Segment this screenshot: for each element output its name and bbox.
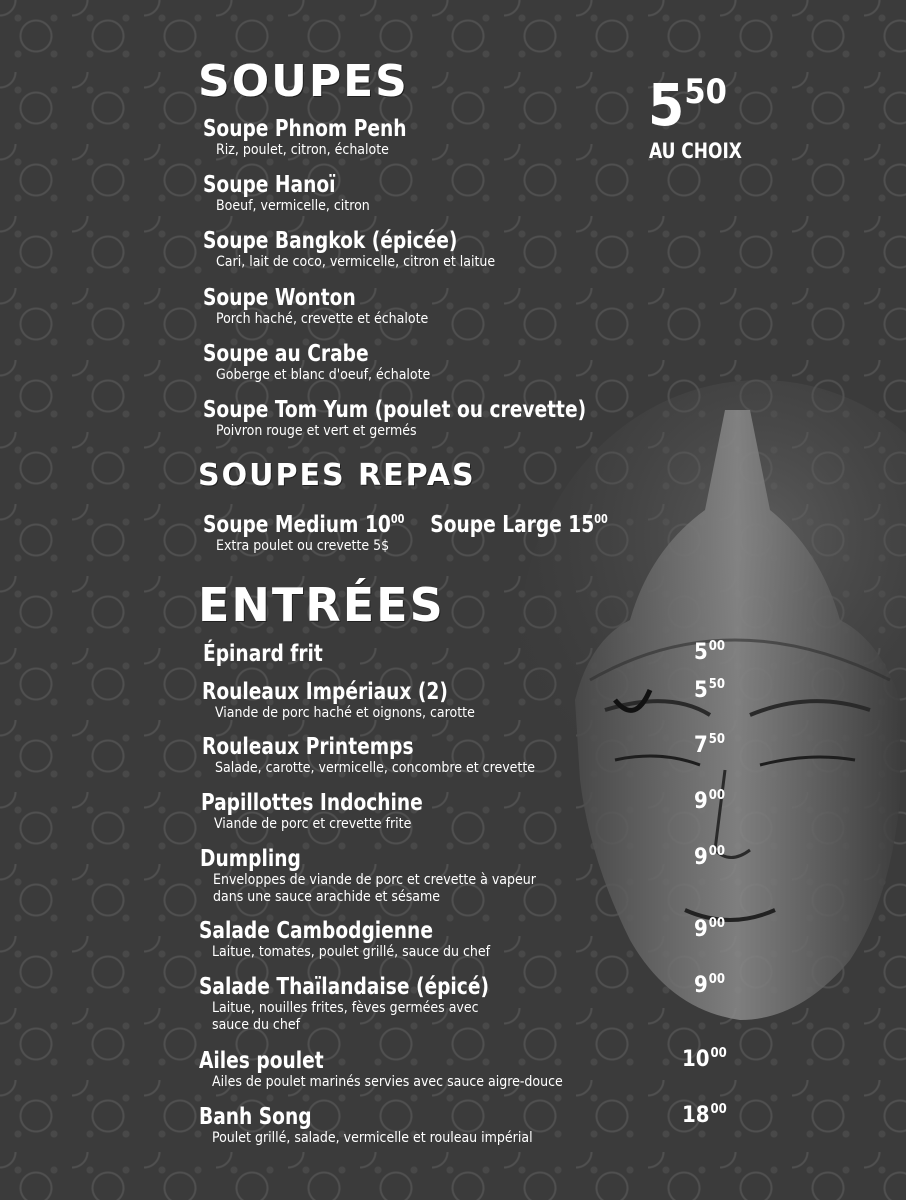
item-price: $18^{00}$: [682, 1102, 727, 1128]
item-name: Papillottes Indochine: [201, 790, 423, 816]
menu-item: [203, 641, 336, 667]
item-name: Rouleaux Printemps: [202, 734, 414, 760]
menu-item: [201, 790, 447, 833]
item-name: Épinard frit: [203, 641, 323, 667]
item-name: Rouleaux Impériaux (2): [202, 679, 448, 705]
item-description: Laitue, tomates, poulet grillé, sauce du chef: [212, 944, 491, 960]
menu-item: [203, 285, 428, 328]
menu-item: [199, 918, 490, 961]
item-price: $5^{00}$: [694, 639, 726, 665]
item-price: $9^{00}$: [694, 844, 726, 870]
item-description: Laitue, nouilles frites, fèves germées avec: [212, 1000, 479, 1016]
soupe-sizes: [203, 506, 608, 538]
item-description: Ailes de poulet marinés servies avec sauce aigre-douce: [212, 1074, 563, 1090]
menu-item: [200, 846, 536, 906]
item-description: Salade, carotte, vermicelle, concombre et crevette: [215, 760, 536, 776]
soupes-repas-item: [203, 506, 653, 555]
item-name: Dumpling: [200, 846, 301, 872]
item-name: Soupe Tom Yum (poulet ou crevette): [203, 397, 587, 423]
menu-item: [199, 974, 521, 1034]
item-description: Riz, poulet, citron, échalote: [216, 142, 389, 158]
item-price: $9^{00}$: [694, 972, 726, 998]
item-price: $7^{50}$: [694, 732, 726, 758]
item-description: Viande de porc et crevette frite: [214, 816, 412, 832]
item-description: Poulet grillé, salade, vermicelle et rouleau impérial: [212, 1130, 533, 1146]
item-description: Extra poulet ou crevette 5$: [216, 538, 390, 554]
menu-item: [203, 116, 429, 159]
menu-item: [203, 172, 370, 215]
item-price: $9^{00}$: [694, 788, 726, 814]
item-price: $10^{00}$: [682, 1046, 727, 1072]
item-description: Viande de porc haché et oignons, carotte: [215, 705, 475, 721]
menu-item: [199, 1104, 533, 1147]
item-price: $5^{50}$: [694, 677, 726, 703]
soupe-large: Soupe Large $15^{00}$: [430, 512, 608, 538]
menu-item: [199, 1048, 563, 1091]
menu-item: [203, 341, 430, 384]
soupes-price-note: AU CHOIX: [649, 139, 742, 163]
item-name: Soupe Phnom Penh: [203, 116, 407, 142]
item-name: Soupe Wonton: [203, 285, 356, 311]
item-description: Goberge et blanc d'oeuf, échalote: [216, 367, 431, 383]
menu-item: [202, 679, 475, 722]
item-description: Poivron rouge et vert et germés: [216, 423, 417, 439]
item-name: Salade Cambodgienne: [199, 918, 433, 944]
item-description: Porch haché, crevette et échalote: [216, 311, 429, 327]
soupes-repas-title: SOUPES REPAS: [198, 458, 476, 493]
entrees-title: ENTRÉES: [198, 578, 445, 632]
item-name: Soupe Hanoï: [203, 172, 336, 198]
item-description: Enveloppes de viande de porc et crevette à vapeur: [213, 872, 536, 888]
item-description: Cari, lait de coco, vermicelle, citron et laitue: [216, 254, 496, 270]
item-name: Banh Song: [199, 1104, 312, 1130]
item-name: Salade Thaïlandaise (épicé): [199, 974, 489, 1000]
soupe-medium: Soupe Medium $10^{00}$: [203, 512, 405, 538]
soupes-price: $5^{50}$: [648, 71, 727, 139]
menu-item: [203, 397, 629, 440]
item-name: Ailes poulet: [199, 1048, 324, 1074]
item-name: Soupe Bangkok (épicée): [203, 228, 458, 254]
item-price: $9^{00}$: [694, 916, 726, 942]
soupes-title: SOUPES: [198, 56, 409, 107]
item-description-line2: dans une sauce arachide et sésame: [213, 889, 440, 905]
item-name: Soupe au Crabe: [203, 341, 369, 367]
item-description-line2: sauce du chef: [212, 1017, 301, 1033]
item-description: Boeuf, vermicelle, citron: [216, 198, 370, 214]
menu-item: [202, 734, 535, 777]
menu-item: [203, 228, 495, 271]
